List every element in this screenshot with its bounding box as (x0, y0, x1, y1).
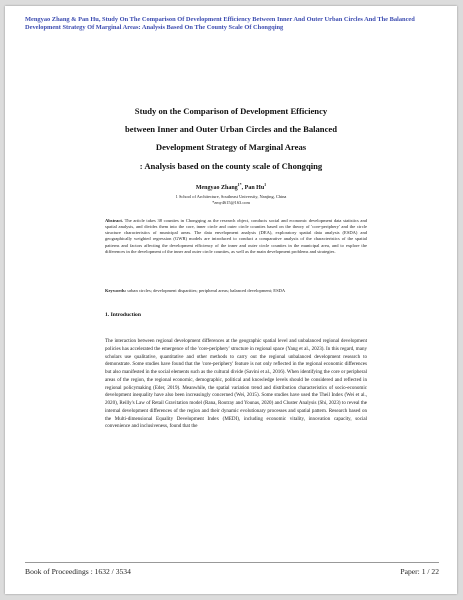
abstract-text: The article takes 38 counties in Chongqing as the research object, conducts social and economic development data statistics and spatial analysis, and divides them into the core, inner circle and outer circle counties based on the theory of 'core-periphery' and the circle structure characteristics of municipal areas. The data envelopment analysis (DEA), exploratory spatial data analysis (ESDA) and geographically weighted regression (GWR) models are introduced to conduct a comparative analysis of the characteristics of the spatial patterns and factors affecting the development efficiency of the inner and outer circle counties in the municipal area, and to explore the differences in the development of the inner and outer circle counties, as well as the main development problems and strategies. (105, 218, 367, 254)
page-footer (25, 562, 439, 576)
paper-page (5, 6, 457, 594)
paper-title (45, 102, 417, 175)
title-line: : Analysis based on the county scale of Chongqing (139, 160, 323, 171)
section-body: The interaction between regional development differences at the geographic spatial level and unbalanced regional development policies has accelerated the emergence of the 'core-periphery' structure in regional space (Yang et al., 2023). In this regard, many scholars use qualitative, quantitative and other methods to carry out the regional unbalanced development research to demonstrate. Some studies have found that the 'core-periphery' feature is not only reflected in the regional economic differences but also manifested in the social elements such as the cultural divide (Savini et al., 2016). When identifying the core or peripheral areas of the region, the regional economic, demographic, political and knowledge levels should be considered and reflected in regional policymaking (Eder, 2019). Meanwhile, the spatial variation trend and distribution characteristics of socio-economic development inequality have also been increasingly concerned (Wei, 2015). Some studies have used the Theil Index (Wei et al., 2020), Reilly's Law of Retail Gravitation model (Rana, Routray and Younas, 2020) and Cluster Analysis (Shi, 2023) to reveal the internal development differences of the region and their dynamic evolutionary processes and spatial pattern. Research based on the Multi-dimensional Equality Development Index (MEDI), including economic vitality, innovation capacity, social convenience and inclusiveness, found that the (105, 338, 367, 430)
title-line: Study on the Comparison of Development Efficiency (134, 106, 328, 116)
author-name: Pan Hu (244, 185, 265, 191)
section-heading: 1. Introduction (105, 312, 141, 318)
author-list (45, 182, 417, 191)
author-email: *zmy4615@163.com (212, 200, 250, 206)
keywords-label: Keywords: (105, 288, 127, 293)
keywords-text: urban circles; development disparities; peripheral areas; balanced development; ESDA (127, 288, 286, 293)
abstract (105, 218, 367, 255)
footer-paper-page: Paper: 1 / 22 (400, 567, 439, 576)
affiliation (45, 194, 417, 206)
author-separator: , (241, 185, 245, 191)
title-line: between Inner and Outer Urban Circles and the Balanced (125, 124, 337, 135)
abstract-label: Abstract. (105, 218, 124, 223)
footer-proceedings-page: Book of Proceedings : 1632 / 3534 (25, 567, 131, 576)
title-line: Development Strategy of Marginal Areas (155, 142, 307, 153)
author-affiliation-mark: 1* (237, 182, 242, 187)
keywords (105, 288, 367, 294)
author-affiliation-mark: 1 (264, 182, 267, 187)
author-name: Mengyao Zhang (195, 185, 238, 191)
affiliation-line: 1 School of Architecture, Southeast University, Nanjing, China (175, 194, 287, 199)
running-header: Mengyao Zhang & Pan Hu, Study On The Comparison Of Development Efficiency Between Inner And Outer Urban Circles And The Balanced Development Strategy Of Marginal Areas: Analysis Based On The County Scale Of Chongqing (25, 16, 415, 31)
